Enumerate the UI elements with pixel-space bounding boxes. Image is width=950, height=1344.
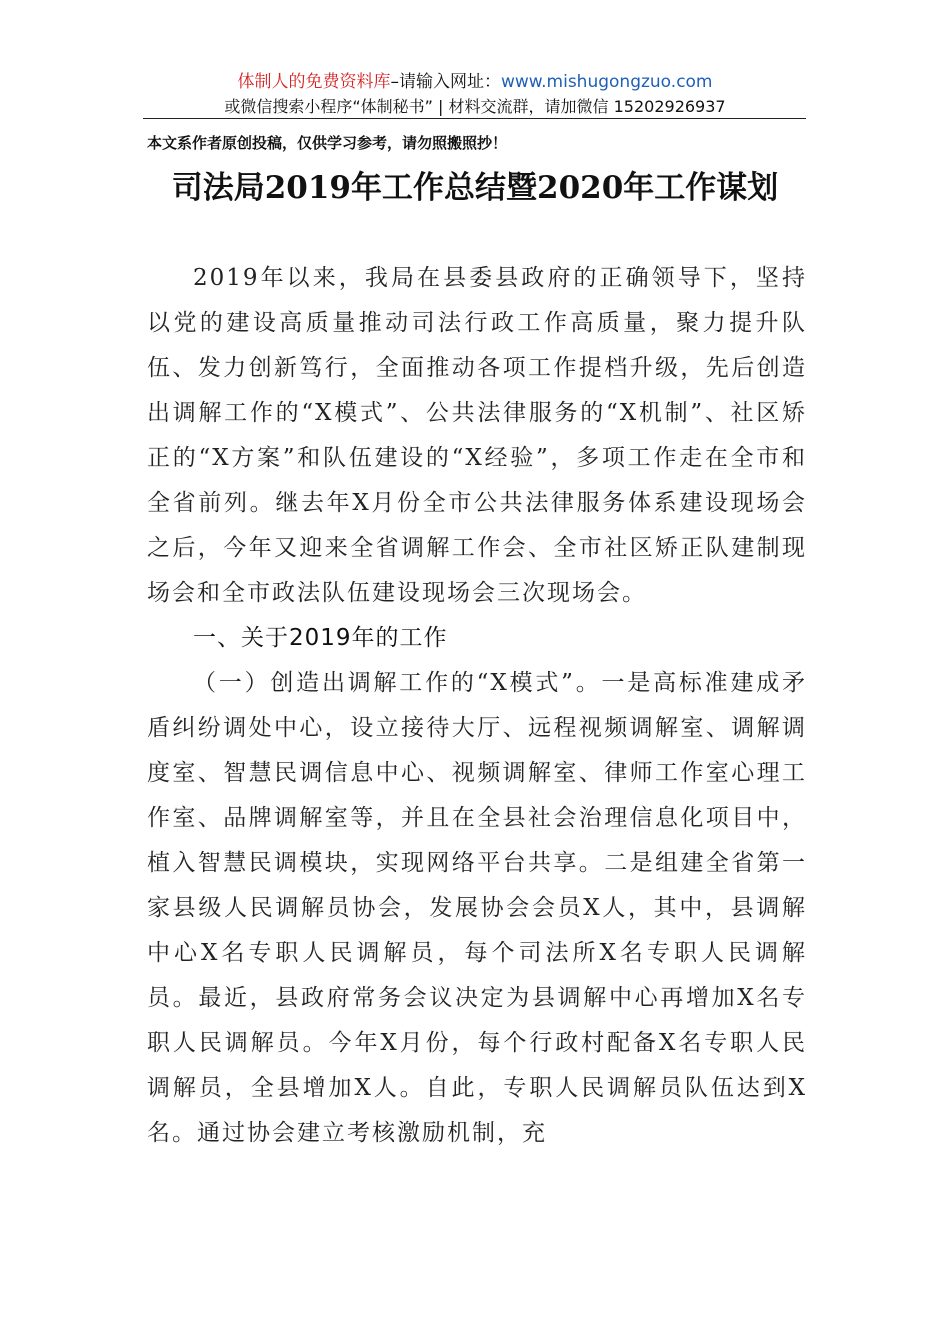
section-heading: 一、关于2019年的工作: [193, 625, 448, 651]
copyright-notice: 本文系作者原创投稿，仅供学习参考，请勿照搬照抄！: [147, 134, 508, 152]
site-header-line: [0, 70, 950, 94]
document-body: [147, 256, 807, 1156]
header-divider: [143, 118, 806, 119]
site-url-link[interactable]: www.mishugongzuo.com: [500, 72, 713, 92]
wechat-info-line: 或微信搜索小程序“体制秘书” | 材料交流群，请加微信 15202926937: [224, 97, 726, 116]
subsection-text: 创造出调解工作的“X模式”。一是高标准建成矛盾纠纷调处中心，设立接待大厅、远程视频调解室、调解调度室、智慧民调信息中心、视频调解室、律师工作室心理工作室、品牌调解室等，并且在全县社会治理信息化项目中，植入智慧民调模块，实现网络平台共享。二是组建全省第一家县级人民调解员协会，发展协会会员X人，其中，县调解中心X名专职人民调解员，每个司法所X名专职人民调解员。最近，县政府常务会议决定为县调解中心再增加X名专职人民调解员。今年X月份，每个行政村配备X名专职人民调解员，全县增加X人。自此，专职人民调解员队伍达到X名。通过协会建立考核激励机制，充: [147, 670, 808, 1146]
url-prompt: –请输入网址：: [390, 72, 501, 92]
subsection-paragraph: [147, 661, 807, 1156]
document-title: 司法局2019年工作总结暨2020年工作谋划: [171, 170, 779, 206]
intro-paragraph: 2019年以来，我局在县委县政府的正确领导下，坚持以党的建设高质量推动司法行政工作高质量，聚力提升队伍、发力创新笃行，全面推动各项工作提档升级，先后创造出调解工作的“X模式”、公共法律服务的“X机制”、社区矫正的“X方案”和队伍建设的“X经验”，多项工作走在全市和全省前列。继去年X月份全市公共法律服务体系建设现场会之后，今年又迎来全省调解工作会、全市社区矫正队建制现场会和全市政法队伍建设现场会三次现场会。: [147, 265, 807, 606]
subsection-label: （一）: [193, 670, 271, 696]
brand-name: 体制人的免费资料库: [237, 72, 391, 92]
